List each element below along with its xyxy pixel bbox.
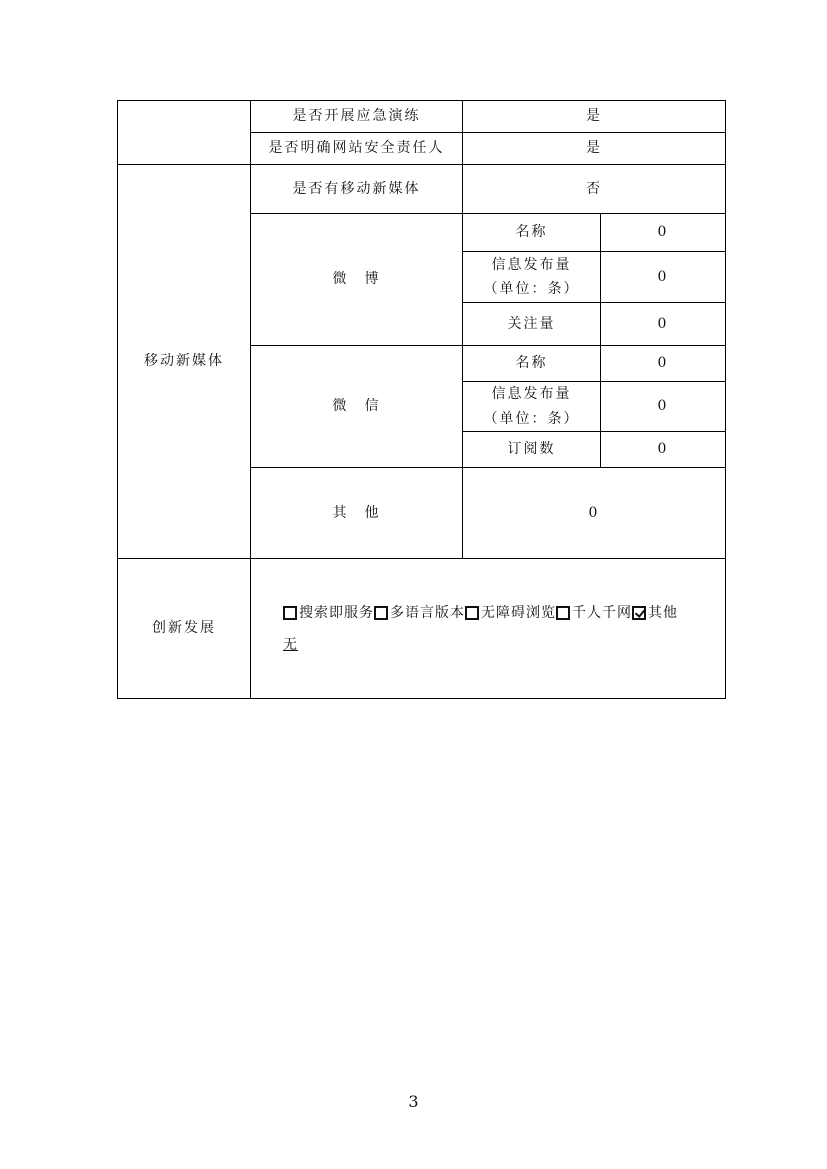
weixin-post-count-label: 信息发布量 （单位：条） (483, 386, 580, 427)
option-label: 搜索即服务 (299, 605, 374, 621)
option-accessibility[interactable] (465, 606, 556, 620)
option-label: 其他 (648, 605, 678, 621)
security-owner-label: 是否明确网站安全责任人 (268, 140, 445, 157)
security-owner-value: 是 (586, 140, 602, 157)
other-media-value: 0 (588, 504, 600, 521)
checkbox-search-as-service[interactable] (283, 606, 297, 620)
weixin-name-label: 名称 (515, 355, 548, 372)
has-mobile-media-label: 是否有移动新媒体 (292, 180, 421, 197)
table-border-right (725, 100, 726, 699)
checkbox-multilingual[interactable] (374, 606, 388, 620)
other-media-label: 其 他 (332, 504, 381, 521)
innovation-options (283, 606, 678, 623)
checkbox-personalized[interactable] (556, 606, 570, 620)
weixin-post-count-value: 0 (657, 398, 669, 415)
weibo-name-label: 名称 (515, 224, 548, 241)
weixin-subscribers-value: 0 (657, 441, 669, 458)
weibo-followers-value: 0 (657, 315, 669, 332)
page-number: 3 (408, 1092, 419, 1111)
weibo-post-count-value: 0 (657, 268, 669, 285)
weibo-name-value: 0 (657, 224, 669, 241)
weibo-label: 微 博 (332, 271, 381, 288)
innovation-section-label: 创新发展 (152, 620, 216, 637)
option-label: 无障碍浏览 (481, 605, 556, 621)
weibo-followers-label: 关注量 (507, 315, 556, 332)
weixin-name-value: 0 (657, 355, 669, 372)
weibo-post-count-label: 信息发布量 （单位：条） (483, 256, 580, 297)
option-label: 千人千网 (572, 605, 632, 621)
option-personalized[interactable] (556, 606, 632, 620)
checkbox-accessibility[interactable] (465, 606, 479, 620)
option-other[interactable] (632, 606, 678, 620)
checkbox-other-checked[interactable] (632, 606, 646, 620)
has-mobile-media-value: 否 (586, 180, 602, 197)
drill-value: 是 (586, 108, 602, 125)
mobile-media-section-label: 移动新媒体 (144, 353, 224, 370)
drill-label: 是否开展应急演练 (292, 108, 421, 125)
option-multilingual[interactable] (374, 606, 465, 620)
innovation-other-value: 无 (283, 637, 298, 653)
weixin-label: 微 信 (332, 398, 381, 415)
weixin-subscribers-label: 订阅数 (507, 441, 556, 458)
option-label: 多语言版本 (390, 605, 465, 621)
option-search-as-service[interactable] (283, 606, 374, 620)
table-border-bottom (117, 698, 726, 699)
